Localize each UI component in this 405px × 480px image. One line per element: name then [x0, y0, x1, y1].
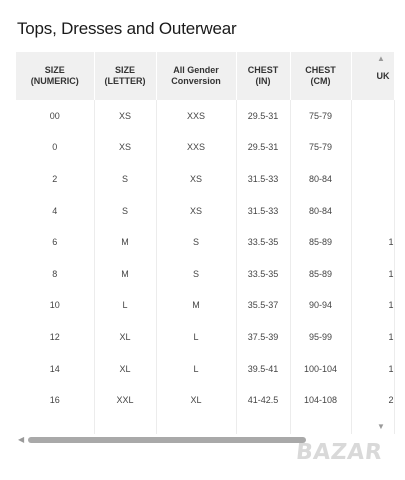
cell-size-letter: XS [94, 100, 156, 132]
scroll-left-arrow-icon[interactable]: ◀ [18, 435, 25, 444]
page-title: Tops, Dresses and Outerwear [17, 19, 237, 38]
header-all-gender: All Gender Conversion [156, 52, 236, 100]
table-row [16, 321, 394, 353]
cell-all-gender: XS [156, 195, 236, 227]
cell-chest-in: 39.5-41 [236, 353, 290, 385]
cell-uk: 1 [351, 290, 394, 322]
table-row [16, 258, 394, 290]
cell-chest-in: 29.5-31 [236, 100, 290, 132]
cell-size-letter: XXL [94, 384, 156, 416]
cell-size-numeric: 16 [16, 384, 94, 416]
cell-all-gender: S [156, 226, 236, 258]
cell-chest-in: 37.5-39 [236, 321, 290, 353]
cell-uk: 1 [351, 321, 394, 353]
size-table [16, 52, 395, 434]
cell-chest-in: 29.5-31 [236, 132, 290, 164]
cell-all-gender: L [156, 353, 236, 385]
scroll-up-arrow-icon[interactable]: ▲ [377, 54, 385, 63]
cell-chest-in: 33.5-35 [236, 258, 290, 290]
table-row [16, 290, 394, 322]
cell-chest-in: 33.5-35 [236, 226, 290, 258]
cell-all-gender: XXS [156, 132, 236, 164]
cell-size-numeric: 8 [16, 258, 94, 290]
cell-chest-cm: 75-79 [290, 100, 351, 132]
cell-size-numeric: 00 [16, 100, 94, 132]
table-row [16, 163, 394, 195]
cell-size-numeric: 10 [16, 290, 94, 322]
cell-size-numeric: 6 [16, 226, 94, 258]
table-row [16, 226, 394, 258]
cell-chest-cm: 85-89 [290, 226, 351, 258]
cell-chest-cm: 100-104 [290, 353, 351, 385]
table-row [16, 384, 394, 416]
cell-uk: 1 [351, 226, 394, 258]
scroll-down-arrow-icon[interactable]: ▼ [377, 422, 385, 431]
cell-chest-in: 41-42.5 [236, 384, 290, 416]
cell-size-numeric: 2 [16, 163, 94, 195]
horizontal-scrollbar-thumb[interactable] [28, 437, 306, 443]
header-size-letter: SIZE (LETTER) [94, 52, 156, 100]
cell-all-gender: XXS [156, 100, 236, 132]
cell-uk [351, 132, 394, 164]
cell-uk [351, 163, 394, 195]
cell-uk: 1 [351, 353, 394, 385]
header-uk: UK [351, 52, 394, 100]
cell-size-letter: XS [94, 132, 156, 164]
cell-chest-in: 35.5-37 [236, 290, 290, 322]
cell-all-gender: XS [156, 163, 236, 195]
table-row [16, 132, 394, 164]
cell-all-gender: S [156, 258, 236, 290]
header-chest-in: CHEST (IN) [236, 52, 290, 100]
cell-all-gender: L [156, 321, 236, 353]
cell-chest-cm: 80-84 [290, 195, 351, 227]
cell-uk [351, 100, 394, 132]
cell-all-gender: XL [156, 384, 236, 416]
cell-size-letter: M [94, 226, 156, 258]
size-table-viewport[interactable] [16, 52, 394, 435]
cell-chest-cm: 85-89 [290, 258, 351, 290]
cell-chest-in: 31.5-33 [236, 195, 290, 227]
cell-size-numeric: 12 [16, 321, 94, 353]
cell-size-letter: S [94, 195, 156, 227]
cell-all-gender: M [156, 290, 236, 322]
cell-chest-cm: 80-84 [290, 163, 351, 195]
cell-uk: 2 [351, 384, 394, 416]
watermark-logo: BAZAR [294, 440, 384, 465]
header-chest-cm: CHEST (CM) [290, 52, 351, 100]
cell-size-numeric: 14 [16, 353, 94, 385]
cell-size-numeric: 0 [16, 132, 94, 164]
table-header-row [16, 52, 394, 100]
cell-size-numeric: 4 [16, 195, 94, 227]
cell-chest-cm: 75-79 [290, 132, 351, 164]
cell-size-letter: XL [94, 353, 156, 385]
cell-size-letter: M [94, 258, 156, 290]
table-row [16, 195, 394, 227]
cell-size-letter: XL [94, 321, 156, 353]
table-row-filler [16, 416, 394, 434]
table-row [16, 353, 394, 385]
cell-uk: 1 [351, 258, 394, 290]
cell-chest-cm: 90-94 [290, 290, 351, 322]
cell-size-letter: L [94, 290, 156, 322]
header-size-numeric: SIZE (NUMERIC) [16, 52, 94, 100]
cell-size-letter: S [94, 163, 156, 195]
cell-chest-cm: 95-99 [290, 321, 351, 353]
cell-uk [351, 195, 394, 227]
cell-chest-in: 31.5-33 [236, 163, 290, 195]
cell-chest-cm: 104-108 [290, 384, 351, 416]
table-row [16, 100, 394, 132]
